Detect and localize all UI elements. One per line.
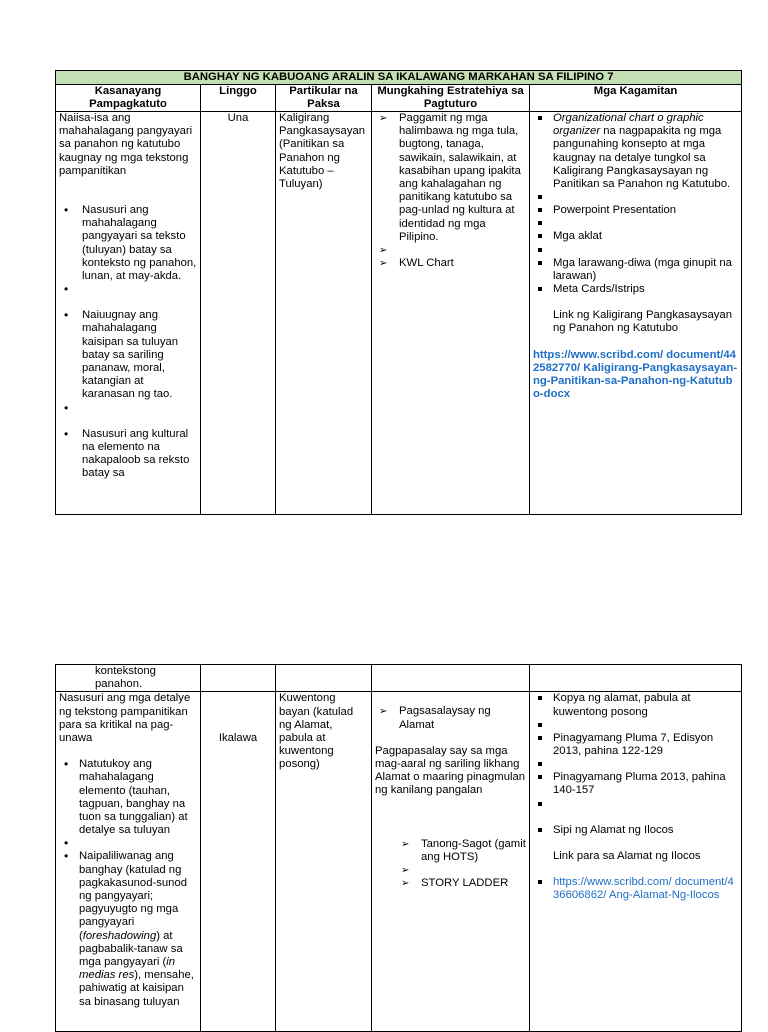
material-item: Meta Cards/Istrips — [533, 283, 738, 296]
empty-cell — [201, 665, 276, 692]
week1-competency-cell — [56, 112, 201, 515]
week2-strategy-cell — [372, 692, 530, 1032]
material-item: Pinagyamang Pluma 7, Edisyon 2013, pahina 122-129 — [533, 732, 738, 758]
material-italic-text: Organizational chart o graphic organizer — [553, 112, 704, 138]
link-label: Link para sa Alamat ng Ilocos — [553, 849, 701, 862]
week1-linggo-cell — [201, 112, 276, 515]
header-partikular-na-paksa: Partikular na Paksa — [276, 85, 372, 112]
material-item: Kopya ng alamat, pabula at kuwentong posong — [533, 692, 738, 718]
competency-item: • Nasusuri ang kultural na elemento na nakapaloob sa reksto batay sa — [59, 428, 197, 481]
competency-item — [59, 850, 197, 1008]
link-label: Link ng Kaligirang Pangkasaysayan ng Panahon ng Katutubo — [553, 309, 732, 335]
strategy-item: ➢ STORY LADDER — [397, 877, 526, 890]
competency-italic-text: foreshadowing — [82, 929, 157, 942]
header-mga-kagamitan: Mga Kagamitan — [530, 85, 742, 112]
competency-text: ), mensahe, pahiwatig at kaisipan sa binasang tuluyan — [79, 969, 194, 1008]
competency-text: ) at pagbabalik-tanaw sa mga pangyayari ( — [79, 929, 183, 969]
material-item: Sipi ng Alamat ng Ilocos — [533, 824, 738, 837]
week1-topic-cell — [276, 112, 372, 515]
topic-text: Kaligirang Pangkasaysayan (Panitikan sa Panahon ng Katutubo – Tuluyan) — [279, 112, 366, 191]
material-item: Powerpoint Presentation — [533, 204, 738, 217]
week2-topic-cell — [276, 692, 372, 1032]
week2-linggo-cell — [201, 692, 276, 1032]
material-text: na nagpapakita ng mga pangunahing konsepto at mga kaugnay na detalye tungkol sa Kaligirang Pangkasaysayan ng Panitikan sa Panahon ng Katutubo. — [553, 125, 731, 191]
competency-item: • Naiuugnay ang mahahalagang kaisipan sa tuluyan batay sa sariling pananaw, moral, katangian at karanasan ng tao. — [59, 309, 197, 401]
empty-cell — [372, 665, 530, 692]
lesson-plan-table-top — [55, 70, 742, 515]
table-row — [56, 692, 742, 1032]
competency-text: Naipaliliwanag ang banghay (katulad ng pagkakasunod-sunod ng pangyayari; pagyuyugto ng mga pangyayari ( — [79, 850, 188, 942]
material-item: Mga aklat — [533, 230, 738, 243]
material-item: Pinagyamang Pluma 2013, pahina 140-157 — [533, 771, 738, 797]
empty-cell — [530, 665, 742, 692]
week2-materials-cell — [530, 692, 742, 1032]
table-row — [56, 112, 742, 515]
scribd-link-kaligirang[interactable]: https://www.scribd.com/ document/442582770/ Kaligirang-Pangkasaysayan-ng-Panitikan-sa-Panahon-ng-Katutubo-docx — [533, 348, 738, 401]
topic-text: Kuwentong bayan (katulad ng Alamat, pabula at kuwentong posong) — [279, 692, 354, 771]
strategy-item: ➢ Tanong-Sagot (gamit ang HOTS) — [397, 838, 526, 864]
week1-strategy-cell — [372, 112, 530, 515]
empty-cell — [276, 665, 372, 692]
table-title: BANGHAY NG KABUOANG ARALIN SA IKALAWANG MARKAHAN SA FILIPINO 7 — [56, 71, 742, 85]
competency-item: • Natutukoy ang mahahalagang elemento (tauhan, tagpuan, banghay na tuon sa tunggalian) at detalye sa tuluyan — [59, 758, 197, 837]
week2-competency-cell — [56, 692, 201, 1032]
header-kasanayang-pampagkatuto: Kasanayang Pampagkatuto — [56, 85, 201, 112]
strategy-item: ➢ KWL Chart — [375, 257, 526, 270]
strategy-item: ➢ Pagsasalaysay ng Alamat — [375, 705, 526, 731]
week-label: Una — [227, 112, 249, 124]
competency-intro: Naiisa-isa ang mahahalagang pangyayari sa panahon ng katutubo kaugnay ng mga tekstong pampanitikan — [59, 112, 193, 177]
week1-materials-cell — [530, 112, 742, 515]
header-linggo: Linggo — [201, 85, 276, 112]
week-label: Ikalawa — [218, 732, 258, 745]
header-mungkahing-estratehiya: Mungkahing Estratehiya sa Pagtuturo — [372, 85, 530, 112]
material-item: Mga larawang-diwa (mga ginupit na larawan) — [533, 257, 738, 283]
competency-intro: Nasusuri ang mga detalye ng tekstong pampanitikan para sa kritikal na pag-unawa — [59, 692, 191, 745]
table-row — [56, 665, 742, 692]
strategy-paragraph: Pagpapasalay say sa mga mag-aaral ng sariling likhang Alamat o maaring pinagmulan ng kanilang pangalan — [375, 744, 526, 797]
competency-italic-text: in medias res — [79, 956, 176, 982]
lesson-plan-table-bottom — [55, 664, 742, 1032]
material-item — [533, 112, 738, 191]
scribd-link-alamat-ilocos[interactable]: https://www.scribd.com/ document/436606862/ Ang-Alamat-Ng-Ilocos — [533, 876, 738, 902]
competency-item: • Nasusuri ang mahahalagang pangyayari sa teksto (tuluyan) batay sa konteksto ng panahon, lunan, at may-akda. — [59, 204, 197, 283]
continuation-cell: kontekstong panahon. — [56, 665, 201, 692]
strategy-item: ➢ Paggamit ng mga halimbawa ng mga tula, bugtong, tanaga, sawikain, salawikain, at kasabihan upang ipakita ang kahalagahan ng panitikang katutubo sa pag-unlad ng kultura at identidad ng mga Pilipino. — [375, 112, 526, 244]
